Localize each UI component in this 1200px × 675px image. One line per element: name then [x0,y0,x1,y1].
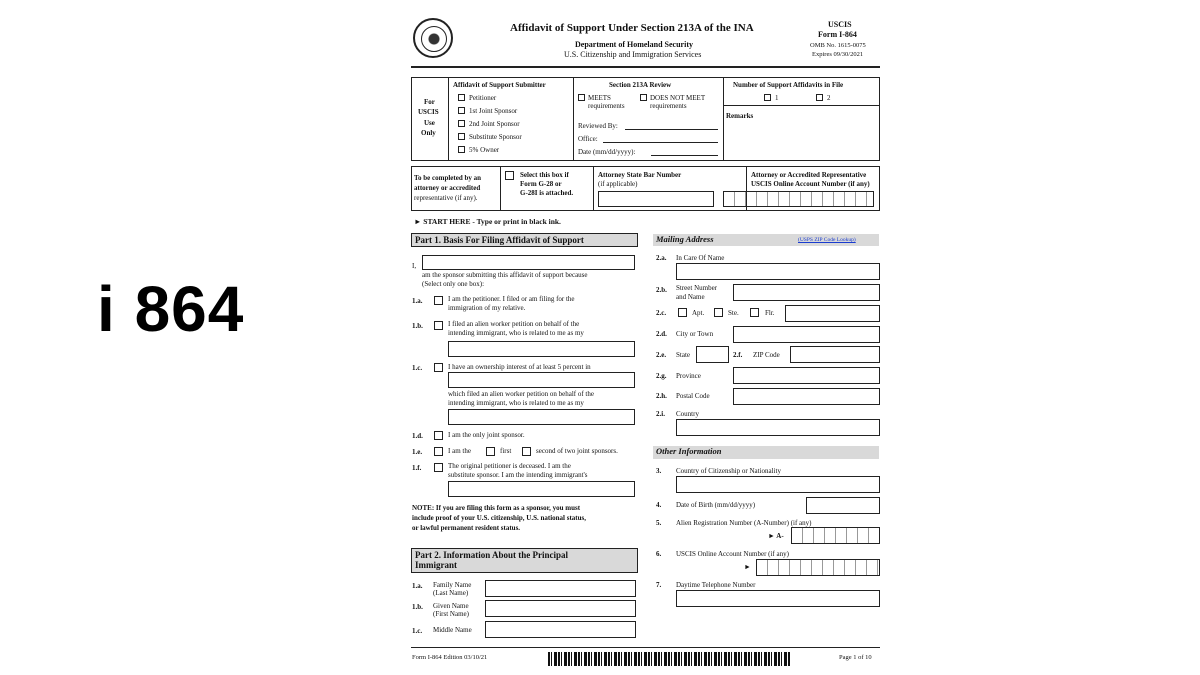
city-label: City or Town [676,330,714,338]
item-1d-checkbox[interactable] [434,431,443,440]
given-name-input[interactable] [485,600,636,617]
item-1c-checkbox[interactable] [434,363,443,372]
count-2-checkbox[interactable] [816,94,823,101]
g28-label-2: Form G-28 or [520,180,562,188]
in-care-of-input[interactable] [676,263,880,280]
item-1e-checkbox[interactable] [434,447,443,456]
item-1b-num: 1.b. [412,322,423,330]
remarks-label: Remarks [726,112,754,120]
uscis-label-3: Use [424,119,435,127]
item-1c-relation-input[interactable] [448,409,635,425]
count-1-checkbox[interactable] [764,94,771,101]
divider [723,105,880,106]
item-1e-second-checkbox[interactable] [522,447,531,456]
g28-attached-checkbox[interactable] [505,171,514,180]
ma-2e-num: 2.e. [656,351,667,359]
ma-2c-num: 2.c. [656,309,667,317]
reviewed-by-field[interactable] [625,129,718,130]
item-1a-checkbox[interactable] [434,296,443,305]
bar-number-input[interactable] [598,191,714,207]
mailing-header-text: Mailing Address [656,234,714,244]
zip-lookup-link[interactable]: (USPS ZIP Code Lookup) [798,237,856,243]
item-1f-line1: The original petitioner is deceased. I am the [448,462,571,470]
item-1c-num: 1.c. [412,364,423,372]
submitter-option-label: Substitute Sponsor [469,133,522,141]
p2-1a-num: 1.a. [412,582,423,590]
other-info-header [653,446,879,459]
account-label-1: Attorney or Accredited Representative [751,171,867,179]
part2-header [411,548,638,573]
g28-label-1: Select this box if [520,171,569,179]
item-1d-num: 1.d. [412,432,423,440]
given-name-label: Given Name [433,602,469,610]
divider [448,77,449,161]
item-1a-line2: immigration of my relative. [448,304,526,312]
review-title: Section 213A Review [609,81,672,89]
postal-code-input[interactable] [733,388,880,405]
q5-num: 5. [656,519,662,527]
divider [500,166,501,211]
meets-label: MEETS [588,94,611,102]
q3-num: 3. [656,467,662,475]
start-here: ► START HERE - Type or print in black ink. [414,217,561,226]
p2-1b-num: 1.b. [412,603,423,611]
dept-name: Department of Homeland Security [575,40,693,49]
ma-2i-num: 2.i. [656,410,665,418]
dob-input[interactable] [806,497,880,514]
ste-label: Ste. [728,309,739,317]
street-input[interactable] [733,284,880,301]
petitioner-checkbox[interactable] [458,94,465,101]
submitter-option-label: Petitioner [469,94,497,102]
sponsor-name-input[interactable] [422,255,635,270]
footer-edition: Form I-864 Edition 03/10/21 [412,654,488,661]
street-sublabel: and Name [676,293,705,301]
header-rule [411,66,880,68]
dob-label: Date of Birth (mm/dd/yyyy) [676,501,756,509]
item-1c-cont-1: which filed an alien worker petition on behalf of the [448,390,594,398]
item-1a-line1: I am the petitioner. I filed or am filing for the [448,295,575,303]
date-field[interactable] [651,155,718,156]
meets-checkbox[interactable] [578,94,585,101]
overlay-title: i 864 [97,273,245,345]
attorney-label-1: To be completed by an [414,174,482,182]
family-name-label: Family Name [433,581,472,589]
footer-page: Page 1 of 10 [839,654,872,661]
form-title: Affidavit of Support Under Section 213A of the INA [510,22,754,34]
uscis-label-1: For [424,98,435,106]
phone-input[interactable] [676,590,880,607]
omb-number: OMB No. 1615-0075 [810,42,866,49]
five-percent-owner-checkbox[interactable] [458,146,465,153]
item-1c-line1: I have an ownership interest of at least 5 percent in [448,363,591,371]
meets-label-2: requirements [588,102,625,110]
p2-1c-num: 1.c. [412,627,423,635]
city-input[interactable] [733,326,880,343]
item-1b-line1: I filed an alien worker petition on behalf of the [448,320,580,328]
divider [593,166,594,211]
office-field[interactable] [603,142,718,143]
ma-2d-num: 2.d. [656,330,667,338]
date-label: Date (mm/dd/yyyy): [578,148,636,156]
family-name-input[interactable] [485,580,636,597]
footer-rule [411,647,880,648]
item-1c-company-input[interactable] [448,372,635,388]
phone-label: Daytime Telephone Number [676,581,756,589]
count-2-label: 2 [827,94,831,102]
zip-label: ZIP Code [753,351,780,359]
ma-2b-num: 2.b. [656,286,667,294]
zip-input[interactable] [790,346,880,363]
submitter-title: Affidavit of Support Submitter [453,81,546,89]
count-title: Number of Support Affidavits in File [733,81,844,89]
citizenship-label: Country of Citizenship or Nationality [676,467,781,475]
middle-name-label: Middle Name [433,626,472,634]
country-input[interactable] [676,419,880,436]
agency-name: U.S. Citizenship and Immigration Services [564,50,702,59]
not-meet-checkbox[interactable] [640,94,647,101]
q6-num: 6. [656,550,662,558]
family-name-sublabel: (Last Name) [433,589,469,597]
item-1f-num: 1.f. [412,464,422,472]
item-1a-num: 1.a. [412,297,423,305]
submitter-option-label: 5% Owner [469,146,500,154]
unit-number-input[interactable] [785,305,880,322]
office-label: Office: [578,135,598,143]
item-1d-label: I am the only joint sponsor. [448,431,525,439]
i-text-2: (Select only one box): [422,280,485,288]
item-1c-cont-2: intending immigrant, who is related to me as my [448,399,584,407]
online-account-prefix: ► [744,563,751,571]
i-text-1: am the sponsor submitting this affidavit of support because [422,271,588,279]
submitter-option-label: 2nd Joint Sponsor [469,120,520,128]
divider [573,77,574,161]
item-1e-label: I am the [448,447,471,455]
not-meet-label: DOES NOT MEET [650,94,706,102]
flr-checkbox[interactable] [750,308,759,317]
bar-number-label: Attorney State Bar Number [598,171,682,179]
given-name-sublabel: (First Name) [433,610,469,618]
state-select[interactable] [696,346,729,363]
online-account-label: USCIS Online Account Number (if any) [676,550,789,558]
barcode-icon [548,652,791,666]
uscis-label-2: USCIS [418,108,439,116]
not-meet-label-2: requirements [650,102,687,110]
part2-header-line2: Immigrant [415,560,457,570]
dhs-seal-icon [413,18,453,58]
reviewed-by-label: Reviewed By: [578,122,618,130]
i-label: I, [412,262,417,270]
province-label: Province [676,372,701,380]
ste-checkbox[interactable] [714,308,723,317]
country-label: Country [676,410,699,418]
account-label-2: USCIS Online Account Number (if any) [751,180,870,188]
header-uscis: USCIS [828,20,852,29]
apt-label: Apt. [692,309,705,317]
part2-header-line1: Part 2. Information About the Principal [415,550,568,560]
in-care-of-label: In Care Of Name [676,254,725,262]
divider [723,77,724,161]
item-1e-second-label: second of two joint sponsors. [536,447,618,455]
joint-sponsor-2-checkbox[interactable] [458,120,465,127]
q4-num: 4. [656,501,662,509]
item-1f-relation-input[interactable] [448,481,635,497]
item-1e-num: 1.e. [412,448,423,456]
item-1b-checkbox[interactable] [434,321,443,330]
joint-sponsor-1-checkbox[interactable] [458,107,465,114]
street-label: Street Number [676,284,718,292]
middle-name-input[interactable] [485,621,636,638]
note-line-3: or lawful permanent resident status. [412,524,521,532]
apt-checkbox[interactable] [678,308,687,317]
item-1e-first-label: first [500,447,512,455]
item-1b-relation-input[interactable] [448,341,635,357]
attorney-account-input[interactable] [723,191,874,207]
online-account-input[interactable] [756,559,880,576]
uscis-label-4: Only [421,129,436,137]
a-number-input[interactable] [791,527,880,544]
ma-2f-num: 2.f. [733,351,743,359]
item-1f-line2: substitute sponsor. I am the intending immigrant's [448,471,588,479]
attorney-label-3: representative (if any). [414,194,478,202]
other-info-header-text: Other Information [656,446,722,456]
province-input[interactable] [733,367,880,384]
state-label: State [676,351,690,359]
substitute-sponsor-checkbox[interactable] [458,133,465,140]
attorney-label-2: attorney or accredited [414,184,481,192]
note-line-1: NOTE: If you are filing this form as a sponsor, you must [412,504,581,512]
ma-2h-num: 2.h. [656,392,667,400]
note-line-2: include proof of your U.S. citizenship, U.S. national status, [412,514,586,522]
ma-2g-num: 2.g. [656,372,667,380]
postal-code-label: Postal Code [676,392,710,400]
item-1f-checkbox[interactable] [434,463,443,472]
ma-2a-num: 2.a. [656,254,667,262]
header-form-number: Form I-864 [818,30,857,39]
bar-number-sublabel: (if applicable) [598,180,638,188]
a-number-label: Alien Registration Number (A-Number) (if any) [676,519,812,527]
submitter-option-label: 1st Joint Sponsor [469,107,518,115]
g28-label-3: G-28I is attached. [520,189,574,197]
citizenship-input[interactable] [676,476,880,493]
count-1-label: 1 [775,94,779,102]
expires-date: Expires 09/30/2021 [812,51,864,58]
item-1e-first-checkbox[interactable] [486,447,495,456]
part1-header: Part 1. Basis For Filing Affidavit of Support [411,233,638,247]
item-1b-line2: intending immigrant, who is related to me as my [448,329,584,337]
q7-num: 7. [656,581,662,589]
flr-label: Flr. [765,309,775,317]
a-number-prefix: ► A- [768,532,784,540]
